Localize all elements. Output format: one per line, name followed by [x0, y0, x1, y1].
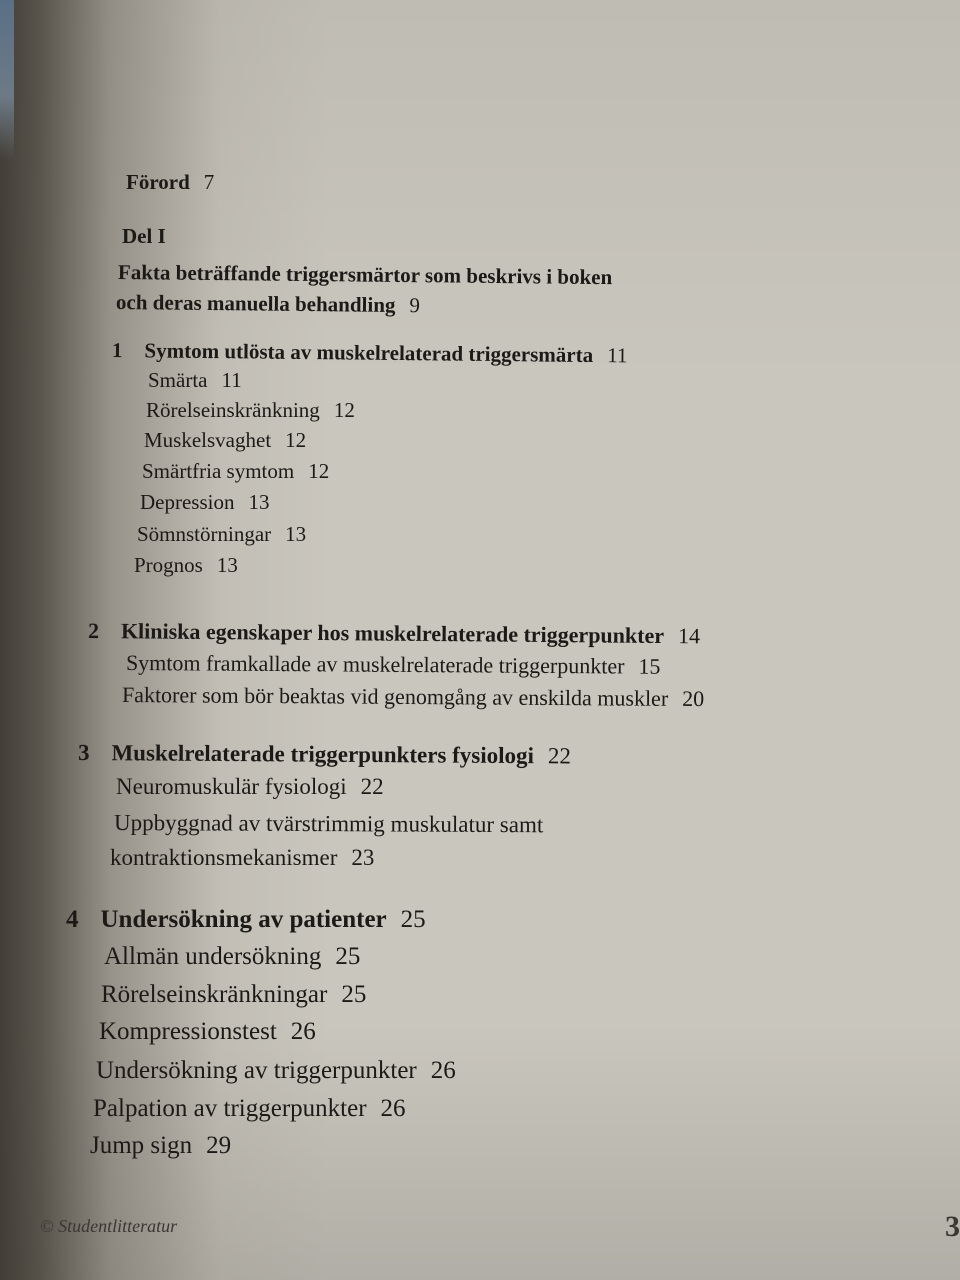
chapter-number: 1 — [111, 338, 123, 363]
toc-section — [144, 428, 306, 453]
toc-section — [137, 522, 306, 547]
section-page: 12 — [285, 428, 307, 452]
section-title: Allmän undersökning — [104, 943, 322, 970]
section-page: 25 — [341, 981, 367, 1008]
section-title: Kompressionstest — [99, 1018, 277, 1045]
chapter-number: 3 — [77, 740, 90, 766]
section-title: Faktorer som bör beaktas vid genomgång av enskilda muskler — [121, 682, 669, 711]
toc-part-subtitle-2 — [116, 290, 420, 318]
toc-section — [116, 774, 384, 800]
section-page: 15 — [638, 653, 661, 679]
section-page: 20 — [682, 685, 705, 712]
part-subtitle-line1: Fakta beträffande triggersmärtor som beskrivs i boken — [117, 260, 613, 290]
section-page: 13 — [216, 553, 238, 577]
section-page: 26 — [430, 1057, 456, 1084]
section-title: Prognos — [134, 553, 203, 577]
section-title-line2: kontraktionsmekanismer — [110, 845, 338, 870]
section-title-line1: Uppbyggnad av tvärstrimmig muskulatur samt — [113, 810, 544, 838]
toc-section — [146, 398, 355, 423]
toc-forord — [126, 170, 214, 195]
toc-section — [96, 1057, 456, 1085]
toc-forord-page: 7 — [203, 170, 215, 194]
toc-section — [140, 490, 269, 515]
toc-section — [148, 368, 242, 393]
section-page: 13 — [285, 522, 307, 546]
chapter-page: 14 — [677, 623, 701, 649]
toc-forord-label: Förord — [126, 170, 190, 194]
section-page: 29 — [206, 1132, 232, 1159]
section-title: Smärtfria symtom — [142, 459, 295, 483]
section-page: 25 — [335, 943, 361, 970]
toc-section — [99, 1018, 316, 1046]
toc-section — [101, 981, 366, 1009]
section-title: Depression — [140, 490, 235, 514]
part-page: 9 — [409, 293, 421, 318]
chapter-page: 25 — [400, 906, 426, 933]
toc-section — [126, 650, 661, 680]
chapter-page: 22 — [547, 743, 572, 769]
section-page: 26 — [290, 1018, 316, 1045]
toc-chapter-2 — [88, 618, 700, 649]
toc-section — [90, 1132, 231, 1160]
section-page: 12 — [308, 459, 330, 483]
chapter-number: 2 — [87, 618, 100, 644]
part-subtitle-line2: och deras manuella behandling — [115, 290, 396, 317]
section-title: Undersökning av triggerpunkter — [96, 1057, 417, 1084]
section-page: 22 — [360, 774, 384, 799]
chapter-number: 4 — [66, 906, 79, 933]
toc-chapter-1 — [112, 338, 628, 368]
toc-chapter-4 — [66, 906, 426, 934]
page-number: 3 — [945, 1210, 960, 1243]
toc-section — [104, 943, 360, 971]
toc-section — [134, 553, 238, 578]
chapter-title: Muskelrelaterade triggerpunkters fysiologi — [111, 740, 535, 769]
part-title: Del I — [122, 224, 166, 248]
chapter-title: Symtom utlösta av muskelrelaterad triggersmärta — [144, 338, 594, 368]
toc-section — [114, 810, 543, 838]
chapter-page: 11 — [607, 343, 628, 368]
toc-part-subtitle-1 — [118, 260, 612, 290]
section-title: Smärta — [148, 368, 208, 392]
section-page: 26 — [380, 1095, 406, 1122]
publisher-footer: © Studentlitteratur — [40, 1216, 178, 1236]
toc-chapter-3 — [78, 740, 571, 769]
section-title: Palpation av triggerpunkter — [93, 1095, 367, 1122]
section-title: Jump sign — [90, 1132, 193, 1159]
section-title: Symtom framkallade av muskelrelaterade triggerpunkter — [125, 650, 625, 679]
section-page: 12 — [333, 398, 355, 422]
toc-section — [122, 682, 704, 712]
toc-part-title — [122, 224, 166, 249]
toc-section — [93, 1095, 406, 1123]
section-title: Neuromuskulär fysiologi — [116, 774, 347, 799]
section-title: Rörelseinskränkning — [146, 398, 320, 422]
chapter-title: Kliniska egenskaper hos muskelrelaterade triggerpunkter — [120, 618, 665, 649]
section-title: Muskelsvaghet — [144, 428, 272, 452]
section-title: Sömnstörningar — [137, 522, 272, 546]
toc-section — [142, 459, 329, 484]
chapter-title: Undersökning av patienter — [100, 906, 387, 933]
section-title: Rörelseinskränkningar — [101, 981, 328, 1008]
section-page: 23 — [351, 845, 375, 870]
section-page: 11 — [221, 368, 242, 392]
section-page: 13 — [248, 490, 270, 514]
toc-section — [110, 845, 374, 871]
